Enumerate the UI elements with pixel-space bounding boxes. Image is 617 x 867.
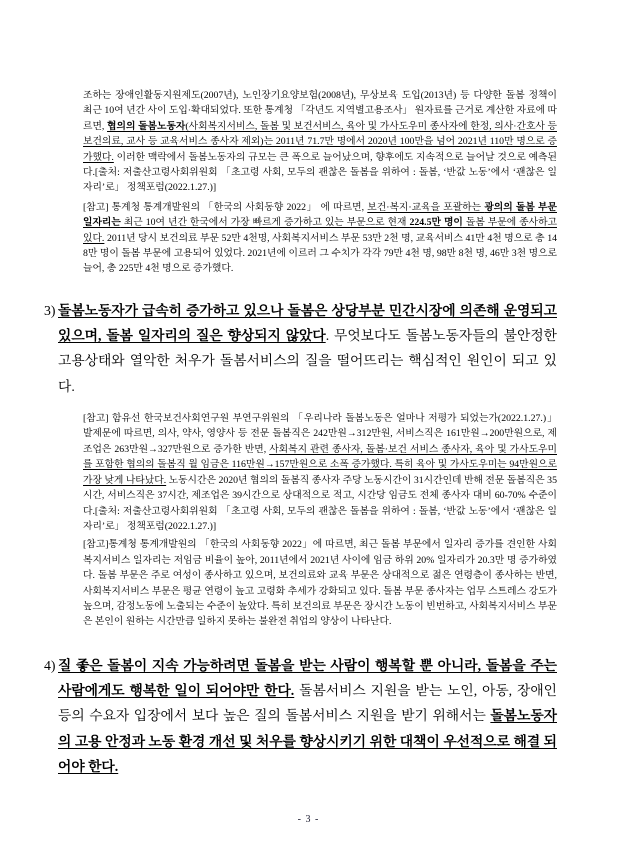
item-4-number: 4): [44, 657, 56, 673]
text-run: 돌봄서비스 지원을 받는 노인, 아동, 장애인 등의 수요자 입장에서 보다 높은 질의 돌봄서비스 지원을 받기 위해서는: [58, 683, 557, 724]
text-run: . 무엇보다도 돌봄노동자들의 불안정한 고용상태와 열악한 처우가 돌봄서비스의 질을 떨어뜨리는 핵심적인 원인이 되고 있다.: [58, 328, 557, 394]
text-run: [참고]통계청 통계개발원의 「한국의 사회동향 2022」에 따르면, 최근 돌봄 부문에서 일자리 증가를 견인한 사회복지서비스 일자리는 저임금 비율이 높아, 2011년에서 2021년 사이에 임금 하위 20% 일자리가 20.3만 명 증가하였다. 돌봄 부문은 주로 여성이 종사하고 있으며, 보건의료와 교육 부문은 상대적으로 젊은 연령층이 종사하는 반면, 사회복지서비스 부문은 평균 연령이 높고 고령화 추세가 강화되고 있다. 돌봄 부문 종사자는 업무 스트레스 강도가 높으며, 감정노동에 노출되는 수준이 높았다. 특히 보건의료 부문은 장시간 노동이 빈번하고, 사회복지서비스 부문은 본인이 원하는 시간만큼 일하지 못하는 불완전 취업의 양상이 나타난다.: [83, 539, 557, 628]
text-run: [참고] 함유선 한국보건사회연구원 부연구위원의 「우리나라 돌봄노동은 얼마나 저평가 되었는가(2022.1.27.)」 발제문에 따르면, 의사, 약사, 영양사 등 전문 돌봄직은 242만원→312만원, 서비스직은 161만원→200만원으로, 제조업은 263만원→327만원으로 증가한 반면,: [83, 413, 557, 455]
text-run: 조하는 장애인활동지원제도(2007년), 노인장기요양보험(2008년), 무상보육 도입(2013년) 등 다양한 돌봄 정책이 최근 10여 년간 사이 도입·확대되었다. 또한 통계청 「각년도 지역별고용조사」 원자료를 근거로 계산한 자료에 따르면,: [83, 90, 557, 132]
text-run: 노동시간은 2020년 협의의 돌봄직 종사자 주당 노동시간이 31시간인데 반해 전문 돌봄직은 35시간, 서비스직은 37시간, 제조업은 39시간으로 상대적으로 적고, 시간당 임금도 전체 종사자 대비 60-70% 수준이다.[출처: 저출산고령사회위원회 「초고령 사회, 모두의 괜찮은 돌봄을 위하여 : 돌봄, ‘반값 노동’에서 ‘괜찮은 일자리’로」 정책포럼(2022.1.27.)]: [83, 474, 557, 532]
text-run: 돌봄 부문에 종사하고 있다.: [83, 217, 557, 244]
numbered-item-4: [44, 653, 557, 779]
note-paragraph-social-welfare-jobs: [83, 537, 557, 629]
text-run: 보건·복지·교육을 포괄하는: [367, 201, 485, 213]
text-run: 224.5만 명이: [409, 217, 463, 229]
text-run: 이러한 맥락에서 돌봄노동자의 규모는 큰 폭으로 늘어났으며, 향후에도 지속적으로 늘어날 것으로 예측된다.[출처: 저출산고령사회위원회 「초고령 사회, 모두의 괜찮은 돌봄을 위하여 : 돌봄, ‘반값 노동’에서 ‘괜찮은 일자리’로」 정책포럼(2022.1.27.)]: [83, 151, 557, 194]
text-run: 질 좋은 돌봄이 지속 가능하려면 돌봄을 받는 사람이 행복할 뿐 아니라, 돌봄을 주는 사람에게도 행복한 일이 되어야만 한다.: [58, 657, 557, 699]
note-paragraph-wide-care-jobs: [83, 200, 557, 277]
item-3-number: 3): [44, 302, 56, 318]
item-4-text: [58, 653, 557, 779]
text-run: 2011년 당시 보건의료 부문 52만 4천명, 사회복지서비스 부문 53만 2천 명, 교육서비스 41만 4천 명으로 총 148만 명이 돌봄 부문에 고용되어 있었다. 2021년에 이르러 그 수치가 각각 79만 4천 명, 98만 8천 명, 46만 3천 명으로 늘어, 총 225만 4천 명으로 증가했다.: [83, 232, 557, 275]
text-run: 광의의 돌봄 부문 일자리는: [83, 201, 557, 229]
text-run: 협의의 돌봄노동자: [107, 120, 186, 132]
document-content: [44, 88, 557, 779]
text-run: 사회복지 관련 종사자, 돌봄·보건 서비스 종사자, 육아 및 가사도우미를 포함한 협의의 돌봄직 월 임금은 116만원→157만원으로 소폭 증가했다. 특히 육아 및 가사도우미는 94만원으로 가장 낮게 나타났다.: [83, 443, 557, 486]
numbered-item-3: [44, 298, 557, 399]
text-run: 돌봄노동자의 고용 안정과 노동 환경 개선 및 처우를 향상시키기 위한 대책이 우선적으로 해결 되어야 한다.: [58, 708, 557, 774]
page-number: - 3 -: [297, 814, 320, 825]
item-3-text: [58, 298, 557, 399]
text-run: (사회복지서비스, 돌봄 및 보건서비스, 육아 및 가사도우미 종사자에 한정, 의사·간호사 등 보건의료, 교사 등 교육서비스 종사자 제외)는 2011년 71.7만 명에서 2020년 100만을 넘어 2021년 110만 명으로 증가했다.: [83, 120, 557, 163]
paragraph-carryover-care-policy: [83, 88, 557, 196]
text-run: 최근 10여 년간 한국에서 가장 빠르게 증가하고 있는 부문으로 현재: [120, 217, 410, 229]
text-run: [참고] 통계청 통계개발원의 「한국의 사회동향 2022」 에 따르면,: [83, 201, 368, 213]
note-paragraph-wage-undervalued: [83, 411, 557, 534]
text-run: 돌봄노동자가 급속히 증가하고 있으나 돌봄은 상당부분 민간시장에 의존해 운영되고 있으며, 돌봄 일자리의 질은 향상되지 않았다: [58, 302, 557, 344]
